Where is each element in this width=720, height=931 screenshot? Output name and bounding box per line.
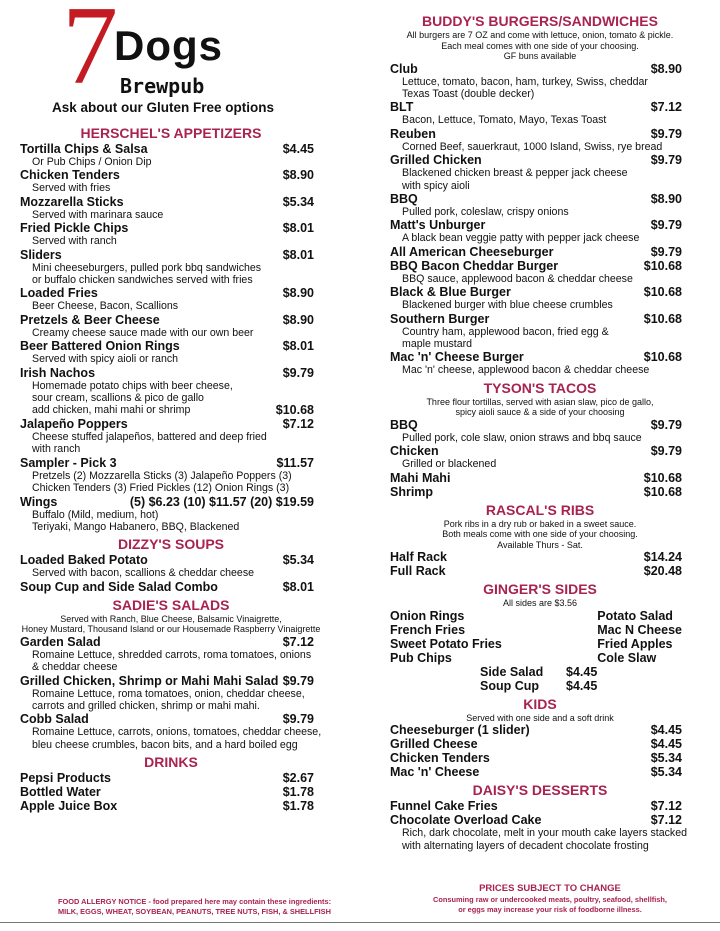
item-description (20, 235, 322, 247)
section-note: All sides are $3.56 (502, 598, 578, 609)
item-description (20, 739, 322, 751)
item-description (20, 567, 322, 579)
item-price: $8.01 (282, 339, 314, 354)
menu-section (390, 12, 690, 377)
description-text: Creamy cheese sauce made with our own beer (32, 326, 254, 339)
item-description (20, 431, 322, 443)
item-name: Pretzels & Beer Cheese (20, 312, 160, 327)
section-title: TYSON'S TACOS (483, 379, 597, 396)
item-price: $7.12 (282, 416, 314, 431)
description-text: Pulled pork, coleslaw, crispy onions (402, 205, 569, 218)
item-price: $8.01 (282, 221, 314, 236)
description-text: or buffalo chicken sandwiches served with fries (32, 274, 253, 287)
item-name: Beer Battered Onion Rings (20, 339, 180, 354)
allergy-notice (58, 897, 331, 916)
item-price: $8.90 (282, 286, 314, 301)
section-title: GINGER'S SIDES (483, 581, 597, 598)
menu-item (390, 100, 690, 114)
item-name: Mac 'n' Cheese Burger (390, 350, 524, 365)
menu-section (390, 781, 690, 852)
menu-item (20, 799, 322, 813)
item-price: $8.01 (282, 579, 314, 594)
item-name: Jalapeño Poppers (20, 416, 128, 431)
item-price: $9.79 (650, 153, 682, 168)
menu-item (390, 550, 690, 564)
gluten-free-notice: Ask about our Gluten Free options (52, 100, 275, 115)
item-name: Irish Nachos (20, 365, 96, 380)
description-text: maple mustard (402, 337, 473, 350)
menu-item (20, 635, 322, 649)
description-text: Mini cheeseburgers, pulled pork bbq sandwiches (32, 261, 262, 274)
item-price: $14.24 (643, 550, 682, 565)
item-price: $10.68 (643, 258, 682, 273)
item-description (390, 114, 690, 126)
item-price: $7.12 (650, 100, 682, 115)
menu-item (20, 580, 322, 594)
item-name: Reuben (390, 126, 436, 141)
bottom-divider (0, 922, 720, 923)
item-description (390, 141, 690, 153)
item-name: Loaded Baked Potato (20, 553, 148, 568)
menu-item (20, 771, 322, 785)
item-name: Tortilla Chips & Salsa (20, 142, 148, 156)
item-name: Shrimp (390, 484, 434, 499)
item-price: $9.79 (650, 218, 682, 233)
menu-item (390, 737, 690, 751)
item-name: All American Cheeseburger (390, 244, 554, 259)
menu-item (390, 723, 690, 737)
menu-item (390, 765, 690, 779)
menu-item (390, 153, 690, 167)
menu-item (390, 259, 690, 273)
item-name: BLT (390, 100, 414, 115)
description-text: carrots and grilled chicken, shrimp or mahi mahi. (32, 699, 260, 712)
description-text: BBQ sauce, applewood bacon & cheddar cheese (402, 272, 633, 285)
side-item: Fried Apples (597, 636, 673, 651)
item-price: $8.90 (650, 61, 682, 76)
item-price: $10.68 (643, 470, 682, 485)
menu-section (20, 124, 322, 533)
item-name: BBQ (390, 191, 418, 206)
item-description (20, 156, 322, 168)
section-note: Each meal comes with one side of your choosing. (441, 40, 639, 51)
description-text: Corned Beef, sauerkraut, 1000 Island, Swiss, rye bread (402, 140, 663, 153)
item-name: Cheeseburger (1 slider) (390, 723, 530, 738)
item-description (390, 167, 690, 179)
item-price: $5.34 (282, 553, 314, 568)
menu-item (390, 751, 690, 765)
description-text: Lettuce, tomato, bacon, ham, turkey, Swiss, cheddar (402, 75, 648, 88)
item-description (20, 661, 322, 673)
description-text: add chicken, mahi mahi or shrimp (32, 404, 191, 417)
side-item: Pub Chips (390, 650, 452, 665)
item-name: Chicken (390, 444, 439, 459)
item-description (20, 649, 322, 661)
item-description (20, 404, 322, 416)
item-description (390, 326, 690, 338)
item-description (390, 432, 690, 444)
item-price: $4.45 (650, 737, 682, 752)
item-description (390, 299, 690, 311)
section-note: spicy aioli sauce & a side of your choosing (455, 407, 625, 418)
item-price: (5) $6.23 (10) $11.57 (20) $19.59 (129, 494, 314, 509)
menu-item (390, 564, 690, 578)
description-text: with ranch (32, 443, 81, 456)
description-text: Rich, dark chocolate, melt in your mouth cake layers stacked (402, 827, 687, 840)
item-price: $4.45 (650, 723, 682, 738)
item-description (20, 509, 322, 521)
description-text: & cheddar cheese (32, 661, 118, 674)
side-item: French Fries (390, 622, 466, 637)
item-price: $10.68 (643, 311, 682, 326)
item-name: Matt's Unburger (390, 218, 486, 233)
item-price: $1.78 (282, 799, 314, 814)
menu-item (390, 350, 690, 364)
item-description (390, 232, 690, 244)
description-text: Served with marinara sauce (32, 208, 164, 221)
description-text: Blackened burger with blue cheese crumbles (402, 299, 613, 312)
description-text: Pretzels (2) Mozzarella Sticks (3) Jalapeño Poppers (3) (32, 469, 292, 482)
item-description (390, 76, 690, 88)
item-price: $9.79 (282, 712, 314, 727)
section-note: Honey Mustard, Thousand Island or our Housemade Raspberry Vinaigrette (21, 624, 321, 635)
item-description (20, 380, 322, 392)
left-column (20, 122, 322, 813)
description-text: sour cream, scallions & pico de gallo (32, 392, 204, 405)
item-name: Garden Salad (20, 634, 101, 649)
item-description (390, 180, 690, 192)
item-price: $9.79 (650, 417, 682, 432)
description-text: Teriyaki, Mango Habanero, BBQ, Blackened (32, 520, 240, 533)
item-price: $5.34 (282, 194, 314, 209)
item-name: Fried Pickle Chips (20, 221, 129, 236)
price-notice (420, 882, 680, 914)
section-note: Served with Ranch, Blue Cheese, Balsamic Vinaigrette, (60, 613, 282, 624)
item-description (20, 209, 322, 221)
menu-item (20, 286, 322, 300)
item-price: $4.45 (566, 664, 598, 679)
section-title: SADIE'S SALADS (112, 596, 230, 613)
menu-item (20, 785, 322, 799)
section-title: DIZZY'S SOUPS (117, 536, 224, 553)
item-description (20, 521, 322, 533)
allergy-line-2: MILK, EGGS, WHEAT, SOYBEAN, PEANUTS, TREE NUTS, FISH, & SHELLFISH (58, 906, 331, 916)
description-text: Homemade potato chips with beer cheese, (32, 379, 233, 392)
item-name: Side Salad (480, 664, 544, 679)
item-name: Grilled Cheese (390, 737, 478, 752)
item-name: Cobb Salad (20, 712, 89, 727)
item-description (390, 273, 690, 285)
menu-section (20, 535, 322, 593)
item-price: $9.79 (650, 244, 682, 259)
section-note: All burgers are 7 OZ and come with lettuce, onion, tomato & pickle. (406, 30, 674, 40)
menu-section (390, 501, 690, 579)
item-price: $10.68 (643, 484, 682, 499)
item-name: BBQ (390, 417, 418, 432)
item-description (20, 700, 322, 712)
menu-item (20, 221, 322, 235)
description-text: Or Pub Chips / Onion Dip (32, 156, 152, 168)
item-price: $8.90 (282, 312, 314, 327)
menu-section (390, 695, 690, 780)
description-text: Country ham, applewood bacon, fried egg & (402, 325, 609, 338)
item-name: BBQ Bacon Cheddar Burger (390, 258, 559, 273)
menu-item (20, 456, 322, 470)
logo (62, 0, 262, 108)
item-name: Chicken Tenders (390, 751, 490, 766)
section-title: DRINKS (144, 754, 198, 771)
section-note: Served with one side and a soft drink (466, 712, 614, 723)
item-name: Apple Juice Box (20, 799, 118, 814)
section-note: Both meals come with one side of your choosing. (442, 529, 638, 540)
section-title: KIDS (523, 695, 557, 712)
item-name: Loaded Fries (20, 286, 98, 301)
item-name: Pepsi Products (20, 771, 111, 786)
consume-line-2: or eggs may increase your risk of foodborne illness. (458, 904, 642, 914)
description-text: Romaine Lettuce, shredded carrots, roma tomatoes, onions (32, 648, 312, 661)
menu-item (390, 813, 690, 827)
description-text: with spicy aioli (402, 179, 470, 192)
item-name: Club (390, 61, 418, 76)
item-price: $4.45 (566, 678, 598, 693)
section-note: Three flour tortillas, served with asian slaw, pico de gallo, (426, 396, 654, 407)
item-price: $1.78 (282, 785, 314, 800)
menu-item (20, 168, 322, 182)
logo-dogs: Dogs (114, 22, 223, 69)
item-price: $9.79 (282, 673, 314, 688)
description-text: Chicken Tenders (3) Fried Pickles (12) Onion Rings (3) (32, 482, 290, 495)
item-description (20, 688, 322, 700)
menu-item (20, 313, 322, 327)
description-text: Buffalo (Mild, medium, hot) (32, 508, 159, 521)
item-name: Bottled Water (20, 785, 101, 800)
item-description (390, 338, 690, 350)
item-description (20, 353, 322, 365)
item-description (20, 482, 322, 494)
description-text: Served with ranch (32, 235, 117, 248)
description-text: Mac 'n' cheese, applewood bacon & cheddar cheese (402, 364, 650, 377)
description-text: bleu cheese crumbles, bacon bits, and a hard boiled egg (32, 738, 298, 751)
side-item: Sweet Potato Fries (390, 636, 502, 651)
description-text: Served with fries (32, 182, 111, 195)
item-price: $8.01 (282, 247, 314, 262)
item-name: Grilled Chicken (390, 153, 482, 168)
menu-item (20, 553, 322, 567)
description-text: Romaine Lettuce, carrots, onions, tomatoes, cheddar cheese, (32, 726, 322, 739)
description-text: Texas Toast (double decker) (402, 87, 535, 100)
item-description (390, 840, 690, 852)
item-description (390, 827, 690, 839)
description-text: with alternating layers of decadent chocolate frosting (402, 839, 649, 852)
allergy-line-1: FOOD ALLERGY NOTICE - food prepared here may contain these ingredients: (58, 897, 332, 906)
section-title: BUDDY'S BURGERS/SANDWICHES (422, 13, 658, 29)
side-item: Mac N Cheese (597, 622, 682, 637)
item-name: Funnel Cake Fries (390, 799, 498, 814)
item-name: Black & Blue Burger (390, 285, 511, 300)
item-description (20, 726, 322, 738)
consume-line-1: Consuming raw or undercooked meats, poultry, seafood, shellfish, (433, 895, 667, 904)
menu-item (20, 417, 322, 431)
item-price: $10.68 (643, 285, 682, 300)
section-title: DAISY'S DESSERTS (472, 782, 608, 799)
item-name: Full Rack (390, 564, 446, 579)
menu-item (20, 712, 322, 726)
menu-item (390, 285, 690, 299)
item-name: Chocolate Overload Cake (390, 813, 542, 828)
menu-section (20, 753, 322, 813)
description-text: Blackened chicken breast & pepper jack cheese (402, 167, 628, 180)
item-name: Soup Cup and Side Salad Combo (20, 579, 218, 594)
menu-section (390, 379, 690, 499)
item-name: Wings (20, 494, 58, 509)
description-text: A black bean veggie patty with pepper jack cheese (402, 232, 640, 245)
menu-item (20, 495, 322, 509)
item-description (20, 274, 322, 286)
side-extra (390, 679, 690, 693)
item-name: Grilled Chicken, Shrimp or Mahi Mahi Salad (20, 673, 279, 688)
item-description (20, 300, 322, 312)
item-name: Mac 'n' Cheese (390, 765, 480, 780)
menu-item (390, 245, 690, 259)
item-description (390, 206, 690, 218)
logo-seven: 7 (62, 0, 118, 108)
side-item: Potato Salad (597, 608, 673, 623)
side-item: Onion Rings (390, 608, 465, 623)
item-price: $4.45 (282, 142, 314, 156)
menu-item (20, 195, 322, 209)
sides-right (597, 609, 682, 665)
item-price: $5.34 (650, 751, 682, 766)
item-description (20, 262, 322, 274)
item-name: Half Rack (390, 550, 447, 565)
menu-item (20, 142, 322, 156)
item-price: $5.34 (650, 765, 682, 780)
right-column (390, 10, 690, 852)
item-price: $9.79 (650, 444, 682, 459)
item-price: $7.12 (650, 813, 682, 828)
item-name: Soup Cup (480, 678, 540, 693)
side-item: Cole Slaw (597, 650, 657, 665)
description-text: Cheese stuffed jalapeños, battered and deep fried (32, 430, 267, 443)
description-text: Romaine Lettuce, roma tomatoes, onion, cheddar cheese, (32, 687, 305, 700)
item-price: $8.90 (650, 191, 682, 206)
menu-item (390, 418, 690, 432)
item-price: $9.79 (650, 126, 682, 141)
section-note: GF buns available (503, 51, 577, 61)
menu-item (390, 444, 690, 458)
description-text: Bacon, Lettuce, Tomato, Mayo, Texas Toast (402, 114, 607, 127)
item-name: Mahi Mahi (390, 470, 451, 485)
menu-section (390, 580, 690, 693)
item-name: Southern Burger (390, 311, 490, 326)
item-description (390, 88, 690, 100)
sides-left (390, 609, 502, 665)
description-text: Beer Cheese, Bacon, Scallions (32, 300, 179, 313)
item-name: Mozzarella Sticks (20, 194, 124, 209)
item-addon-price: $10.68 (275, 403, 314, 418)
section-title: RASCAL'S RIBS (485, 501, 595, 518)
menu-item (390, 799, 690, 813)
menu-item (20, 248, 322, 262)
item-price: $8.90 (282, 168, 314, 183)
menu-item (20, 366, 322, 380)
description-text: Pulled pork, cole slaw, onion straws and bbq sauce (402, 431, 642, 444)
menu-item (390, 218, 690, 232)
menu-item (390, 485, 690, 499)
item-description (20, 470, 322, 482)
item-description (20, 327, 322, 339)
menu-item (390, 471, 690, 485)
item-name: Sliders (20, 247, 62, 262)
menu-section (20, 596, 322, 751)
item-price: $9.79 (282, 365, 314, 380)
item-price: $7.12 (282, 634, 314, 649)
item-name: Sampler - Pick 3 (20, 455, 117, 470)
menu-item (390, 192, 690, 206)
item-price: $2.67 (282, 771, 314, 786)
sides-list (390, 609, 690, 665)
item-name: Chicken Tenders (20, 168, 120, 183)
side-extra (390, 665, 690, 679)
menu-item (20, 339, 322, 353)
section-note: Pork ribs in a dry rub or baked in a sweet sauce. (443, 518, 637, 529)
item-description (20, 182, 322, 194)
section-note: Available Thurs - Sat. (497, 539, 583, 550)
description-text: Grilled or blackened (402, 458, 497, 471)
menu-item (390, 312, 690, 326)
item-price: $7.12 (650, 799, 682, 814)
description-text: Served with bacon, scallions & cheddar cheese (32, 567, 255, 580)
prices-subject-to-change: PRICES SUBJECT TO CHANGE (479, 883, 621, 894)
item-price: $20.48 (643, 564, 682, 579)
item-description (390, 458, 690, 470)
menu-item (20, 674, 322, 688)
menu-item (390, 62, 690, 76)
item-price: $11.57 (276, 455, 314, 470)
item-price: $10.68 (643, 350, 682, 365)
logo-brewpub: Brewpub (120, 74, 205, 98)
item-description (20, 443, 322, 455)
section-title: HERSCHEL'S APPETIZERS (80, 125, 262, 141)
description-text: Served with spicy aioli or ranch (32, 353, 179, 366)
menu-item (390, 127, 690, 141)
item-description (390, 364, 690, 376)
